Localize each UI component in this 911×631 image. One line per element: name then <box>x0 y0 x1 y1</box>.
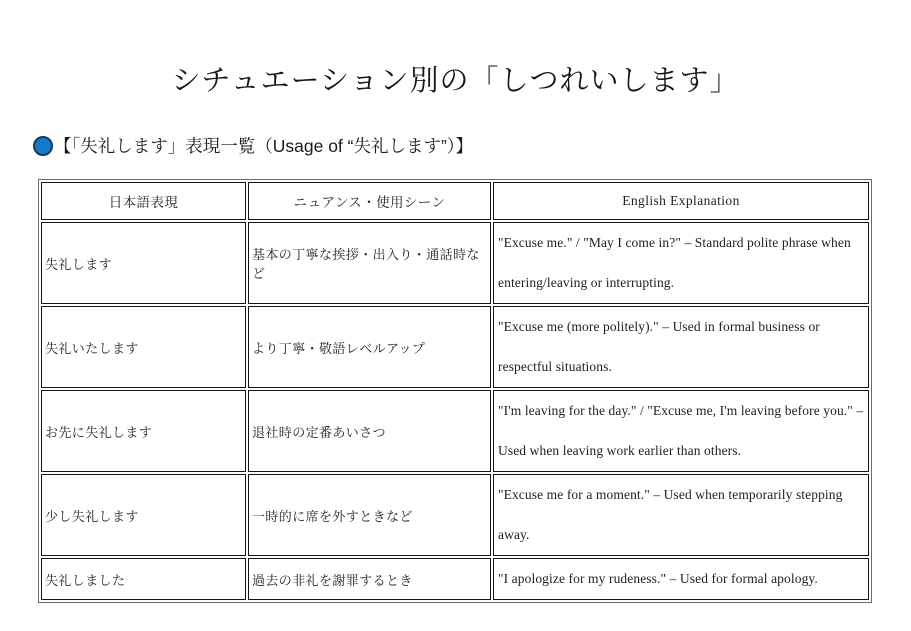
cell-nuance: 退社時の定番あいさつ <box>248 390 491 472</box>
table-row <box>41 474 869 556</box>
table-row <box>41 306 869 388</box>
cell-japanese: 少し失礼します <box>41 474 246 556</box>
cell-nuance: 過去の非礼を謝罪するとき <box>248 558 491 600</box>
section-heading-label: 【「失礼します」表現一覧（Usage of “失礼します”）】 <box>54 136 474 156</box>
column-header-nuance: ニュアンス・使用シーン <box>248 182 491 220</box>
cell-nuance: 基本の丁寧な挨拶・出入り・通話時など <box>248 222 491 304</box>
cell-english: "Excuse me." / "May I come in?" – Standard polite phrase when entering/leaving or interrupting. <box>493 222 869 304</box>
cell-japanese: お先に失礼します <box>41 390 246 472</box>
cell-japanese: 失礼いたします <box>41 306 246 388</box>
usage-table <box>38 179 872 603</box>
column-header-japanese: 日本語表現 <box>41 182 246 220</box>
cell-japanese: 失礼しました <box>41 558 246 600</box>
blue-circle-icon <box>33 136 53 156</box>
cell-english: "Excuse me (more politely)." – Used in formal business or respectful situations. <box>493 306 869 388</box>
cell-nuance: より丁寧・敬語レベルアップ <box>248 306 491 388</box>
table-header-row <box>41 182 869 220</box>
table-row <box>41 390 869 472</box>
table-row <box>41 222 869 304</box>
page-title: シチュエーション別の「しつれいします」 <box>171 65 740 97</box>
cell-english: "I'm leaving for the day." / "Excuse me, I'm leaving before you." – Used when leaving work earlier than others. <box>493 390 869 472</box>
column-header-english: English Explanation <box>493 182 869 220</box>
cell-english: "I apologize for my rudeness." – Used for formal apology. <box>493 558 869 600</box>
table-row <box>41 558 869 600</box>
cell-english: "Excuse me for a moment." – Used when temporarily stepping away. <box>493 474 869 556</box>
section-heading <box>33 133 911 158</box>
cell-nuance: 一時的に席を外すときなど <box>248 474 491 556</box>
cell-japanese: 失礼します <box>41 222 246 304</box>
